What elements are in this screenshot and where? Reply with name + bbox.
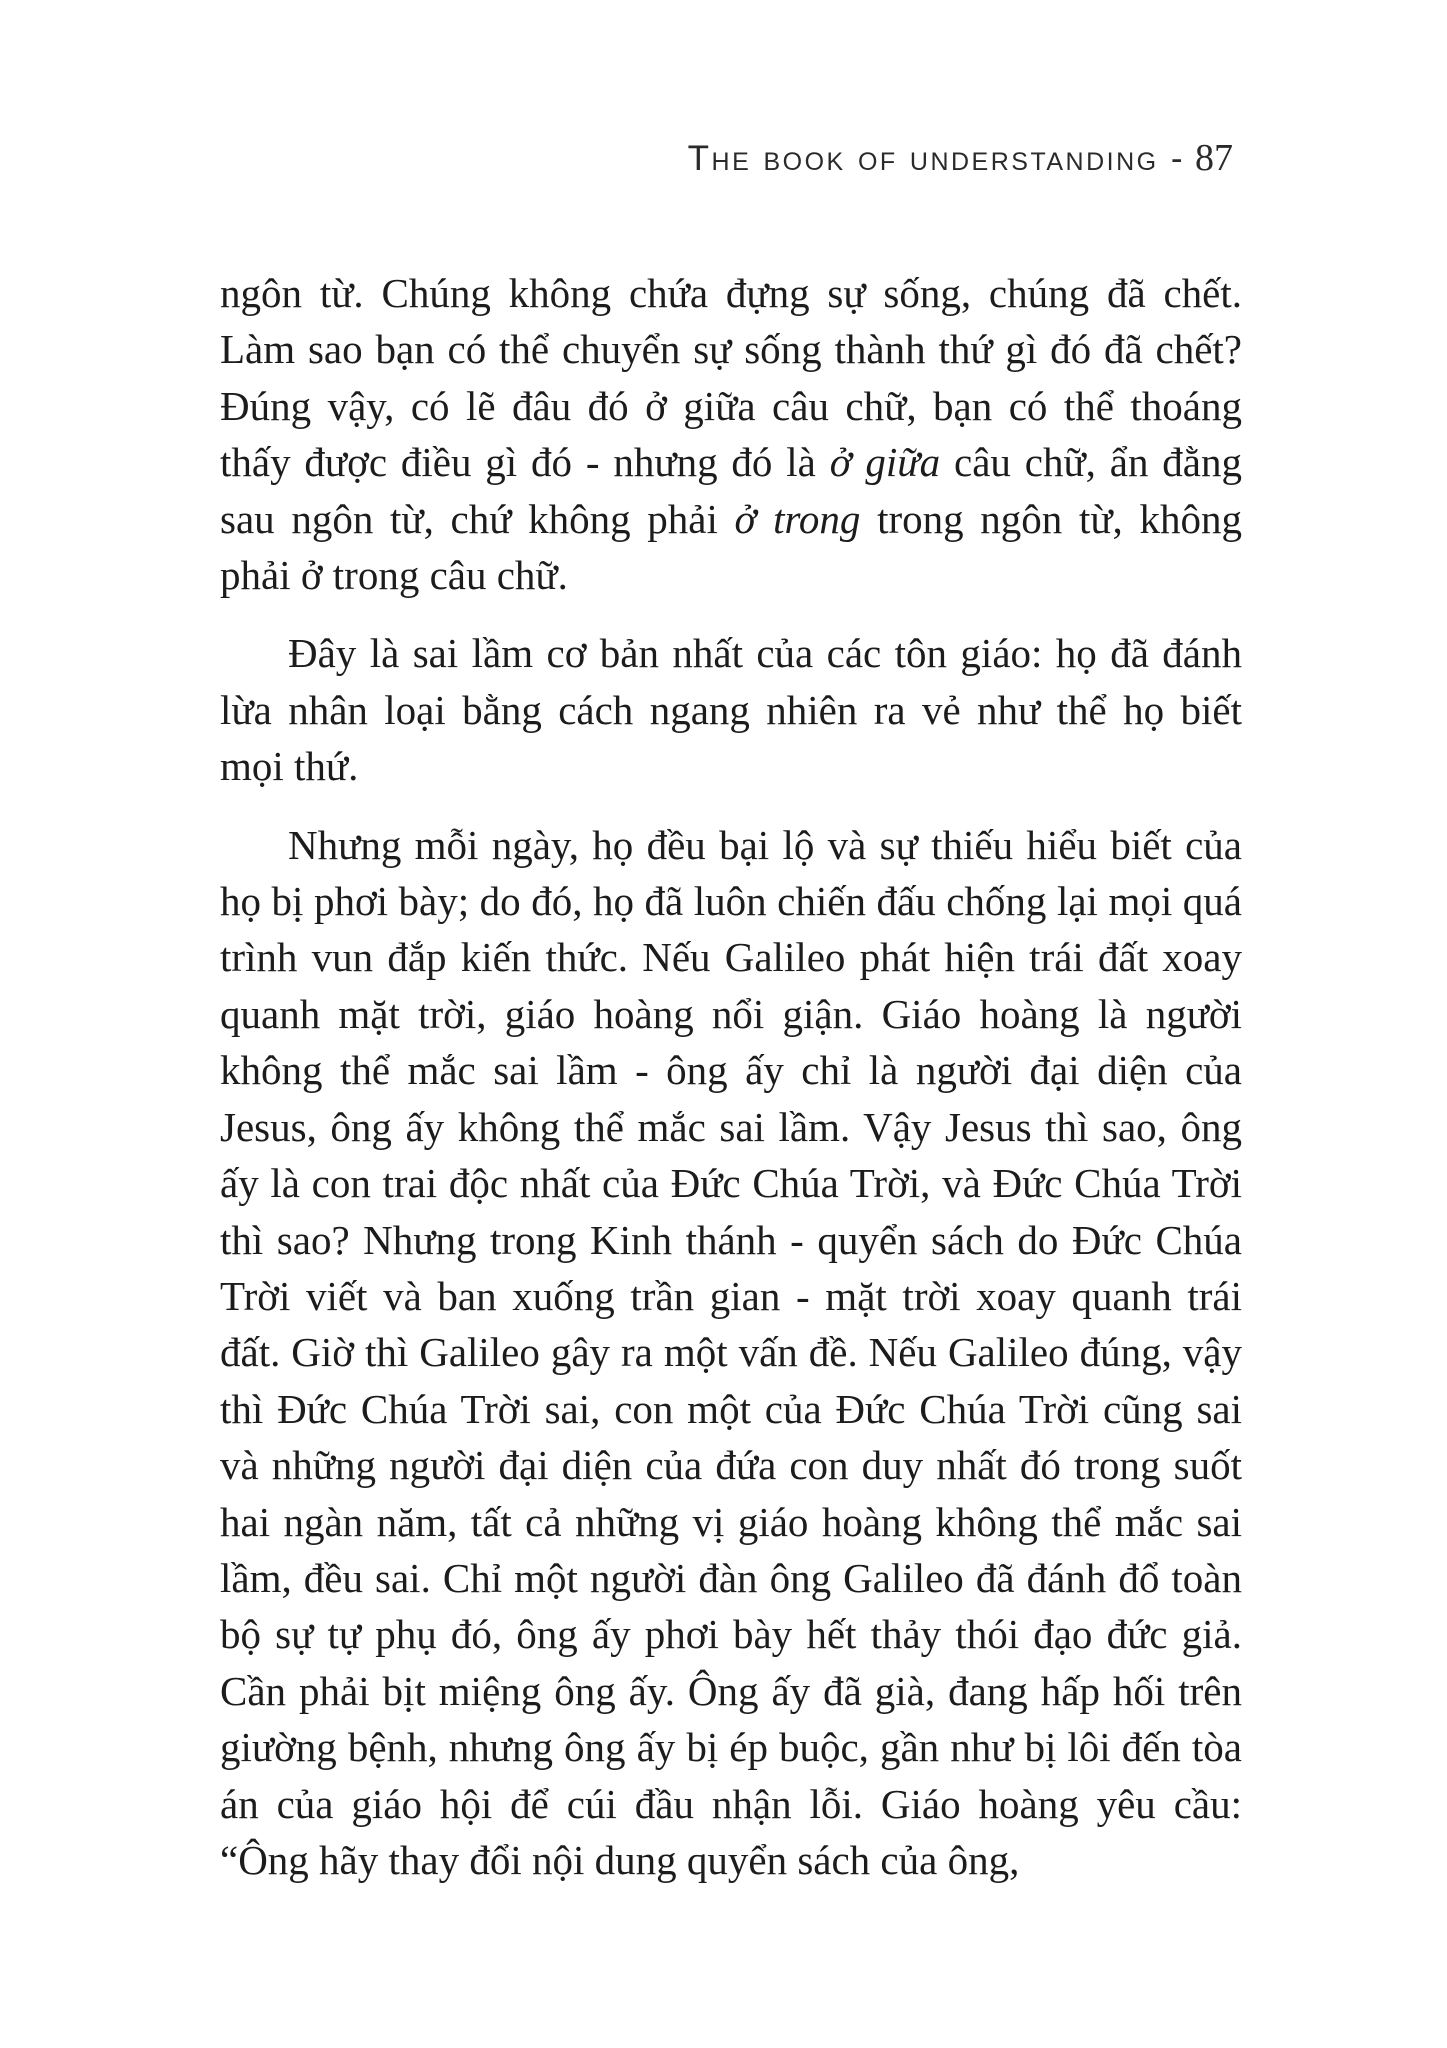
running-title: The book of understanding - [687,139,1185,178]
paragraph-1 [220,265,1242,603]
paragraph-1-text-2: câu chữ, ẩn đằng sau ngôn từ, chứ không phải [220,439,1242,542]
running-header [688,136,1233,180]
body-text [220,265,1242,1888]
paragraph-1-text-1: ngôn từ. Chúng không chứa đựng sự sống, chúng đã chết. Làm sao bạn có thể chuyển sự sống thành thứ gì đó đã chết? Đúng vậy, có lẽ đâu đó ở giữa câu chữ, bạn có thể thoáng thấy được điều gì đó - nhưng đó là [220,270,1242,486]
page-number: 87 [1195,137,1233,179]
emphasis-o-giua: ở giữa [829,439,941,486]
paragraph-3: Nhưng mỗi ngày, họ đều bại lộ và sự thiếu hiểu biết của họ bị phơi bày; do đó, họ đã luôn chiến đấu chống lại mọi quá trình vun đắp kiến thức. Nếu Galileo phát hiện trái đất xoay quanh mặt trời, giáo hoàng nổi giận. Giáo hoàng là người không thể mắc sai lầm - ông ấy chỉ là người đại diện của Jesus, ông ấy không thể mắc sai lầm. Vậy Jesus thì sao, ông ấy là con trai độc nhất của Đức Chúa Trời, và Đức Chúa Trời thì sao? Nhưng trong Kinh thánh - quyển sách do Đức Chúa Trời viết và ban xuống trần gian - mặt trời xoay quanh trái đất. Giờ thì Galileo gây ra một vấn đề. Nếu Galileo đúng, vậy thì Đức Chúa Trời sai, con một của Đức Chúa Trời cũng sai và những người đại diện của đứa con duy nhất đó trong suốt hai ngàn năm, tất cả những vị giáo hoàng không thể mắc sai lầm, đều sai. Chỉ một người đàn ông Galileo đã đánh đổ toàn bộ sự tự phụ đó, ông ấy phơi bày hết thảy thói đạo đức giả. Cần phải bịt miệng ông ấy. Ông ấy đã già, đang hấp hối trên giường bệnh, nhưng ông ấy bị ép buộc, gần như bị lôi đến tòa án của giáo hội để cúi đầu nhận lỗi. Giáo hoàng yêu cầu: “Ông hãy thay đổi nội dung quyển sách của ông, [220,821,1242,1883]
emphasis-o-trong: ở trong [734,495,861,542]
paragraph-2: Đây là sai lầm cơ bản nhất của các tôn giáo: họ đã đánh lừa nhân loại bằng cách ngang nhiên ra vẻ như thể họ biết mọi thứ. [220,630,1242,790]
paragraph-1-text-3: trong ngôn từ, không phải ở trong câu chữ. [220,495,1242,599]
